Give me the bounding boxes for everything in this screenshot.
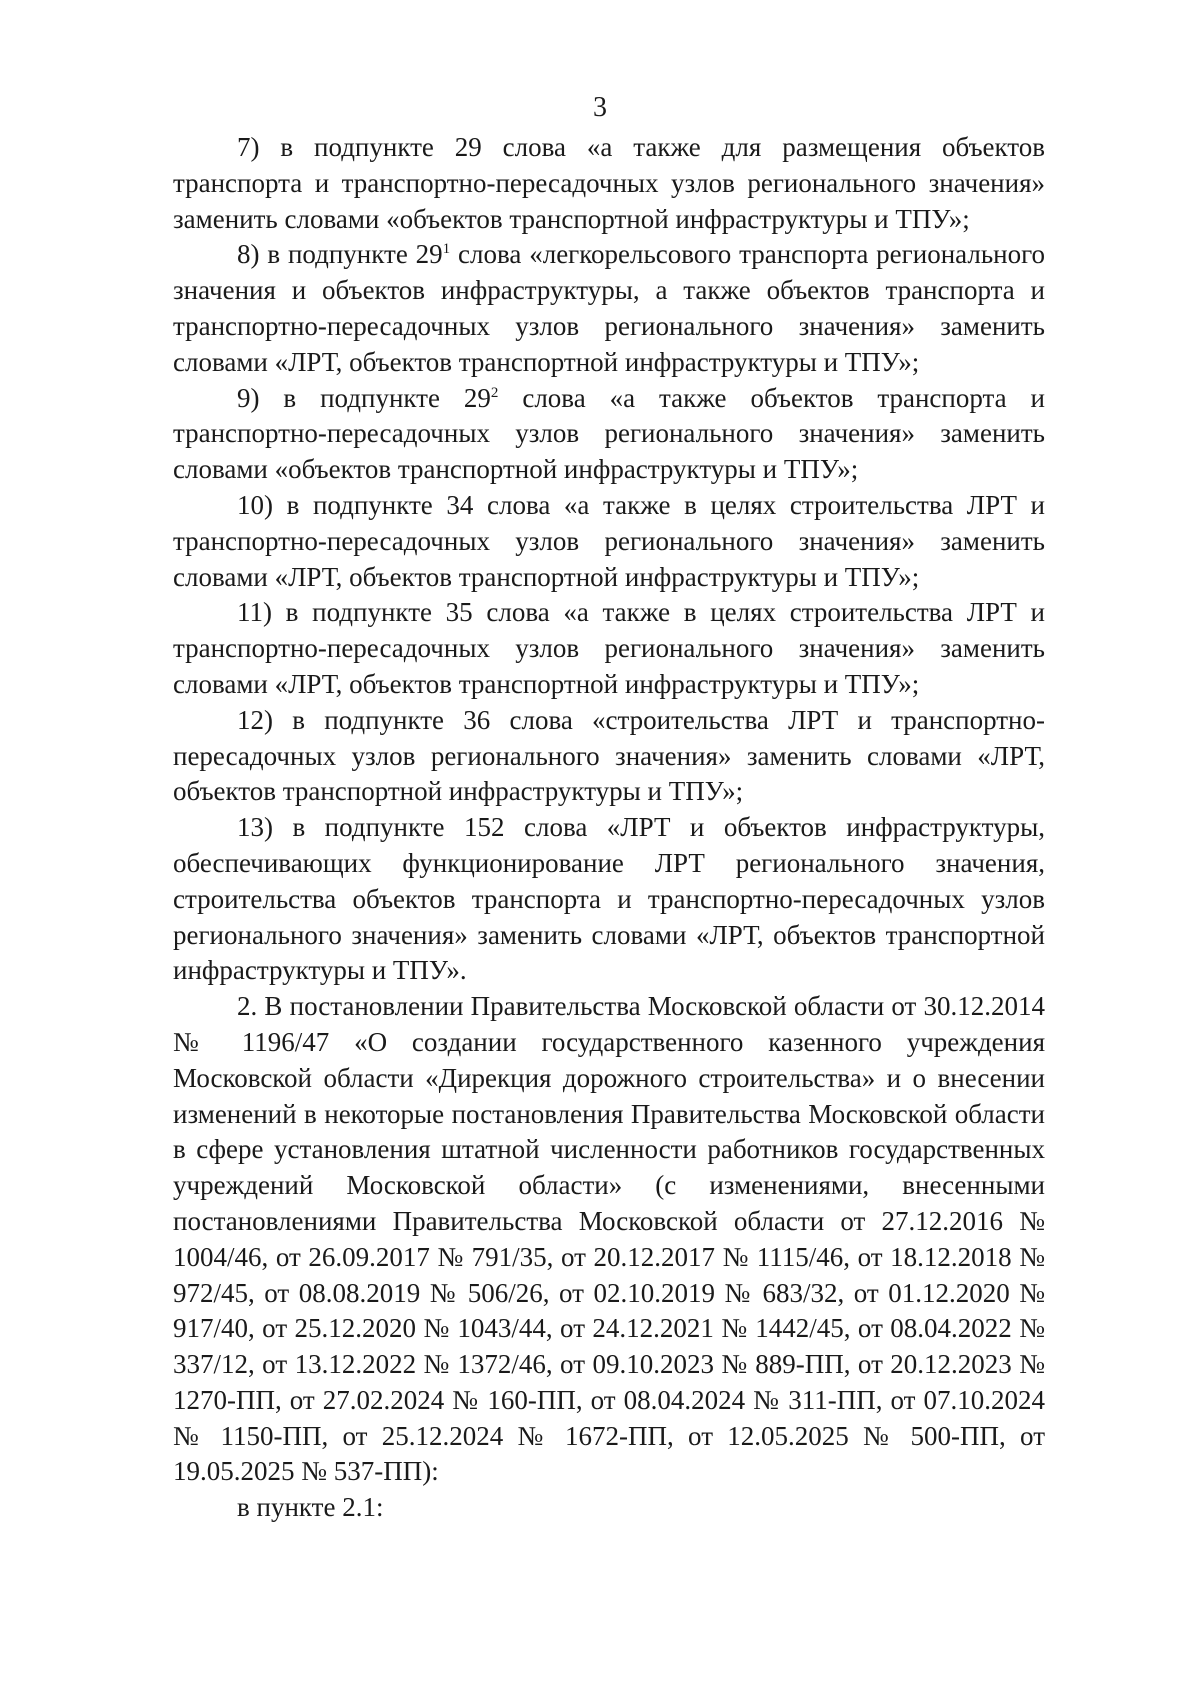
paragraph-item-8 — [173, 237, 1045, 380]
paragraph-item-9 — [173, 381, 1045, 488]
paragraph-item-12: 12) в подпункте 36 слова «строительства ЛРТ и транспортно-пересадочных узлов регионального значения» заменить словами «ЛРТ, объектов транспортной инфраструктуры и ТПУ»; — [173, 704, 1045, 807]
paragraph-point-2-1: в пункте 2.1: — [237, 1492, 384, 1523]
paragraph-item-8-rest: слова «легкорельсового транспорта регионального значения и объектов инфраструктуры, а также объектов транспорта и транспортно-пересадочных узлов регионального значения» заменить словами «ЛРТ, объектов транспортной инфраструктуры и ТПУ»; — [173, 239, 1046, 377]
paragraph-section-2: 2. В постановлении Правительства Московской области от 30.12.2014 № 1196/47 «О создании государственного казенного учреждения Московской области «Дирекция дорожного строительства» и о внесении изменений в некоторые постановления Правительства Московской области в сфере установления штатной численности работников государственных учреждений Московской области» (с изменениями, внесенными постановлениями Правительства Московской области от 27.12.2016 № 1004/46, от 26.09.2017 № 791/35, от 20.12.2017 № 1115/46, от 18.12.2018 № 972/45, от 08.08.2019 № 506/26, от 02.10.2019 № 683/32, от 01.12.2020 № 917/40, от 25.12.2020 № 1043/44, от 24.12.2021 № 1442/45, от 08.04.2022 № 337/12, от 13.12.2022 № 1372/46, от 09.10.2023 № 889-ПП, от 20.12.2023 № 1270-ПП, от 27.02.2024 № 160-ПП, от 08.04.2024 № 311-ПП, от 07.10.2024 № 1150-ПП, от 25.12.2024 № 1672-ПП, от 12.05.2025 № 500-ПП, от 19.05.2025 № 537-ПП): — [173, 991, 1045, 1487]
paragraph-item-9-start: 9) в подпункте 29 — [237, 382, 491, 413]
paragraph-item-7: 7) в подпункте 29 слова «а также для размещения объектов транспорта и транспортно-пересадочных узлов регионального значения» заменить словами «объектов транспортной инфраструктуры и ТПУ»; — [173, 132, 1045, 234]
paragraph-item-13: 13) в подпункте 152 слова «ЛРТ и объектов инфраструктуры, обеспечивающих функционирование ЛРТ регионального значения, строительства объектов транспорта и транспортно-пересадочных узлов регионального значения» заменить словами «ЛРТ, объектов транспортной инфраструктуры и ТПУ». — [173, 812, 1045, 986]
paragraph-item-11: 11) в подпункте 35 слова «а также в целях строительства ЛРТ и транспортно-пересадочных узлов регионального значения» заменить словами «ЛРТ, объектов транспортной инфраструктуры и ТПУ»; — [173, 597, 1045, 699]
paragraph-item-8-start: 8) в подпункте 29 — [237, 239, 443, 270]
document-body — [173, 130, 1045, 1526]
paragraph-item-10: 10) в подпункте 34 слова «а также в целях строительства ЛРТ и транспортно-пересадочных узлов регионального значения» заменить словами «ЛРТ, объектов транспортной инфраструктуры и ТПУ»; — [173, 489, 1045, 592]
superscript-1: 1 — [442, 241, 451, 258]
superscript-2: 2 — [490, 384, 499, 401]
paragraph-item-9-rest: слова «а также объектов транспорта и транспортно-пересадочных узлов регионального значения» заменить словами «объектов транспортной инфраструктуры и ТПУ»; — [173, 382, 1046, 485]
page-number: 3 — [593, 92, 607, 123]
